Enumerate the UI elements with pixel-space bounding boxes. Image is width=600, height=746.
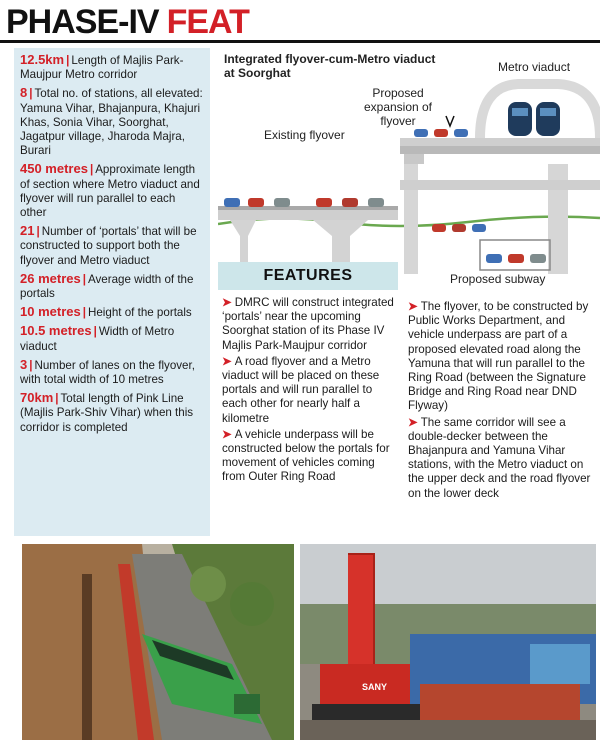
label-proposed-expansion: Proposed expansion of flyover — [363, 86, 433, 128]
photo-construction-crane — [300, 544, 596, 740]
diagram-illustration — [218, 46, 600, 290]
fact-item: 450 metres | Approximate length of section where Metro viaduct and flyover will run parallel to each other — [20, 161, 200, 220]
feature-item: ➤ A road flyover and a Metro viaduct will be placed on these portals and will run parallel to each other for nearly half a kilometre — [222, 354, 380, 425]
feature-item: ➤ The same corridor will see a double-decker between the Bhajanpura and Yamuna Vihar stations, with the Metro viaduct on the upper deck and the road flyover on the lower deck — [408, 415, 591, 500]
fact-item: 21 | Number of ‘portals’ that will be constructed to support both the flyover and Metro viaduct — [20, 223, 197, 267]
existing-flyover-cars — [224, 198, 384, 207]
photo-road-bus — [22, 544, 294, 740]
fact-item: 10.5 metres | Width of Metro viaduct — [20, 323, 175, 353]
metro-trains — [508, 102, 560, 136]
features-left-column — [222, 296, 398, 487]
label-proposed-subway: Proposed subway — [450, 272, 546, 286]
features-right-column — [408, 300, 594, 503]
title-phase: PHASE-IV — [6, 2, 159, 41]
feature-item: ➤ The flyover, to be constructed by Public Works Department, and vehicle underpass are part of a proposed elevated road along the Yamuna that will run parallel to the Ring Road (between the Signature Bridge and Ring Road near DND Flyway) — [408, 300, 589, 413]
diagram-title: Integrated flyover-cum-Metro viaduct at Soorghat — [224, 52, 436, 80]
fact-item: 70km | Total length of Pink Line (Majlis Park-Shiv Vihar) when this corridor is completed — [20, 390, 194, 434]
title-rule — [0, 40, 600, 43]
title-feat: FEAT — [166, 2, 249, 41]
fact-item: 26 metres | Average width of the portals — [20, 270, 194, 301]
label-existing-flyover: Existing flyover — [264, 128, 345, 142]
viaduct-diagram — [218, 46, 600, 290]
features-heading: FEATURES — [218, 262, 398, 290]
fact-item: 8 | Total no. of stations, all elevated: Yamuna Vihar, Bhajanpura, Khajuri Khas, Sonia Vihar, Soorghat, Jagatpur village, Jharoda Majra, Burari — [20, 85, 203, 158]
feature-item: ➤ A vehicle underpass will be constructed below the portals for movement of vehicles coming from Outer Ring Road — [222, 427, 390, 484]
label-metro-viaduct: Metro viaduct — [498, 60, 571, 74]
fact-item: 3 | Number of lanes on the flyover, with total width of 10 metres — [20, 356, 195, 387]
feature-item: ➤ DMRC will construct integrated ‘portals’ near the upcoming Soorghat station of its Phase IV Majlis Park-Maujpur corridor — [222, 296, 394, 352]
facts-sidebar — [14, 48, 210, 536]
page-title — [0, 0, 600, 44]
fact-item: 10 metres | Height of the portals — [20, 304, 192, 320]
fact-item: 12.5km | Length of Majlis Park-Maujpur Metro corridor — [20, 52, 184, 82]
crane-brand-label: SANY — [362, 682, 388, 692]
subway-cars — [486, 254, 546, 263]
